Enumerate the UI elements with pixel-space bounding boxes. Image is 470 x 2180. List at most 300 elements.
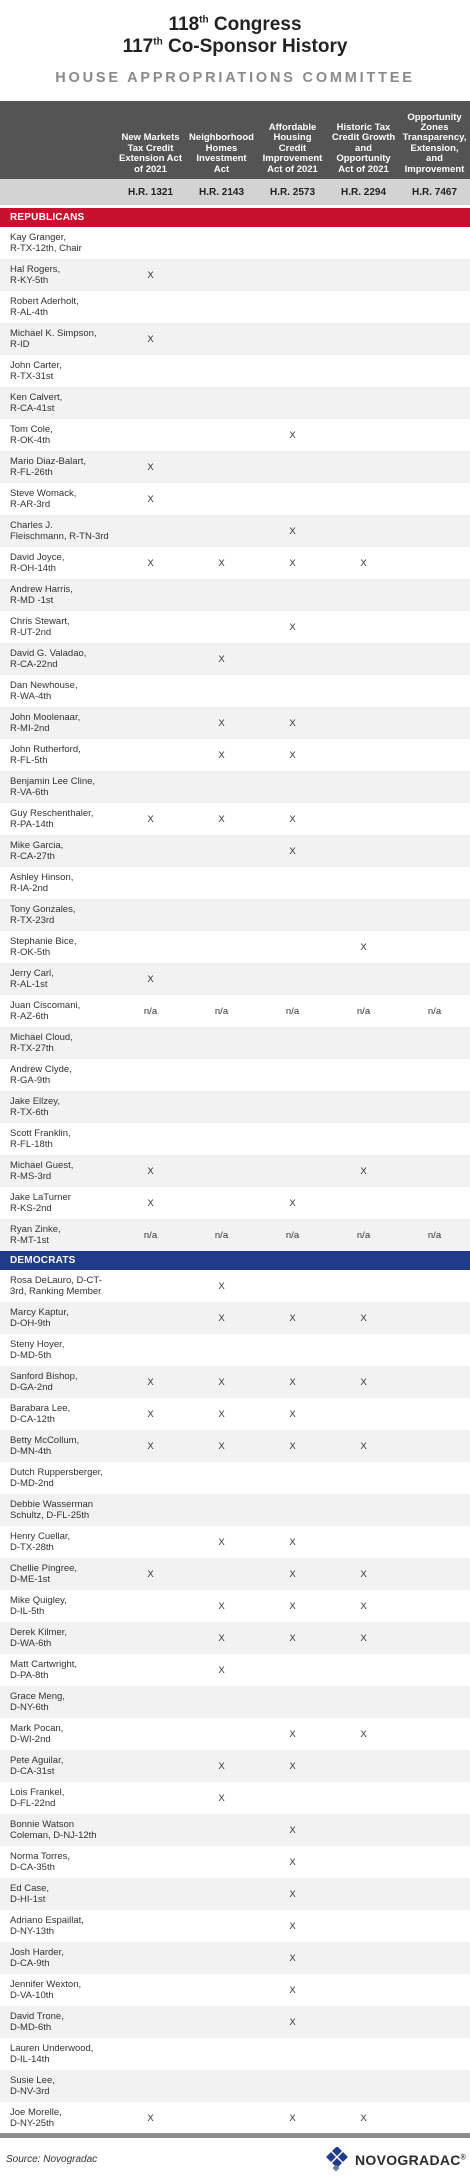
cosponsor-cell (328, 1091, 399, 1123)
cosponsor-cell (186, 291, 257, 323)
cosponsor-cell (186, 1878, 257, 1910)
table-row (0, 1462, 470, 1494)
cosponsor-cell: X (186, 1430, 257, 1462)
cosponsor-cell (115, 1942, 186, 1974)
cosponsor-cell (257, 483, 328, 515)
member-name-cell (0, 1974, 115, 2006)
cosponsor-cell: X (360, 1728, 367, 1740)
cosponsor-cell (186, 2070, 257, 2102)
member-name-line-1: Marcy Kaptur, (10, 1307, 69, 1318)
member-name-cell (0, 2102, 115, 2134)
table-row (0, 1091, 470, 1123)
cosponsor-cell (399, 451, 470, 483)
cosponsor-cell: X (257, 515, 328, 547)
table-row (0, 579, 470, 611)
cosponsor-cell: X (218, 1792, 225, 1804)
member-name-line-1: John Moolenaar, (10, 712, 81, 723)
member-name-line-1: Juan Ciscomani, (10, 1000, 81, 1011)
cosponsor-cell (115, 1910, 186, 1942)
member-name-line-1: Sanford Bishop, (10, 1371, 78, 1382)
cosponsor-cell (399, 483, 470, 515)
table-row (0, 1302, 470, 1334)
member-name-cell (0, 803, 115, 835)
cosponsor-cell (399, 1462, 470, 1494)
cosponsor-cell (399, 675, 470, 707)
column-header: Neighborhood Homes Investment Act (186, 101, 257, 179)
cosponsor-cell: n/a (356, 1005, 371, 1017)
member-name-line-2: D-CA-31st (10, 1766, 55, 1777)
cosponsor-cell (399, 1814, 470, 1846)
member-name-cell (0, 1155, 115, 1187)
member-name-line-2: R-OK-4th (10, 435, 51, 446)
table-row (0, 1334, 470, 1366)
cosponsor-cell (115, 1462, 186, 1494)
member-name-cell (0, 963, 115, 995)
table-row (0, 1219, 470, 1251)
committee-subtitle: HOUSE APPROPRIATIONS COMMITTEE (55, 70, 415, 86)
member-name-line-2: D-HI-1st (10, 1894, 46, 1905)
cosponsor-cell: X (218, 749, 225, 761)
cosponsor-cell (186, 419, 257, 451)
table-row (0, 1366, 470, 1398)
member-name-cell (0, 899, 115, 931)
member-name-cell (0, 227, 115, 259)
cosponsor-cell: X (328, 1558, 399, 1590)
table-row (0, 515, 470, 547)
member-name-line-1: Tom Cole, (10, 424, 53, 435)
member-name-line-2: R-CA-41st (10, 403, 55, 414)
member-name-line-1: Joe Morelle, (10, 2107, 62, 2118)
member-name-cell (0, 1814, 115, 1846)
member-name-line-1: Dan Newhouse, (10, 680, 78, 691)
bill-name-row (0, 101, 470, 179)
member-name-cell (0, 1526, 115, 1558)
table-row (0, 1718, 470, 1750)
cosponsor-cell (399, 323, 470, 355)
cosponsor-cell (399, 1123, 470, 1155)
cosponsor-cell: X (147, 493, 154, 505)
cosponsor-cell (399, 227, 470, 259)
cosponsor-cell (399, 387, 470, 419)
cosponsor-cell (399, 1091, 470, 1123)
cosponsor-cell (115, 1334, 186, 1366)
member-name-cell (0, 643, 115, 675)
cosponsor-cell (399, 2102, 470, 2134)
cosponsor-cell (186, 259, 257, 291)
cosponsor-cell: X (289, 1536, 296, 1548)
cosponsor-cell (399, 707, 470, 739)
cosponsor-cell (115, 515, 186, 547)
cosponsor-cell (186, 1494, 257, 1526)
member-name-line-1: Steny Hoyer, (10, 1339, 65, 1350)
table-row (0, 1622, 470, 1654)
cosponsor-cell (328, 1814, 399, 1846)
cosponsor-cell (257, 259, 328, 291)
member-name-line-1: Mike Quigley, (10, 1595, 67, 1606)
table-row (0, 1974, 470, 2006)
table-row (0, 1750, 470, 1782)
cosponsor-cell (328, 707, 399, 739)
cosponsor-cell (399, 1494, 470, 1526)
cosponsor-cell: X (186, 1750, 257, 1782)
title-congress: 118th Congress (168, 14, 302, 35)
cosponsor-cell (115, 1782, 186, 1814)
cosponsor-cell (399, 1654, 470, 1686)
cosponsor-cell (328, 387, 399, 419)
member-name-line-1: Rosa DeLauro, D-CT- (10, 1275, 102, 1286)
cosponsor-cell (257, 1059, 328, 1091)
cosponsor-cell: X (115, 963, 186, 995)
cosponsor-cell (399, 1334, 470, 1366)
cosponsor-cell (257, 291, 328, 323)
member-name-line-2: 3rd, Ranking Member (10, 1286, 102, 1297)
member-name-cell (0, 1686, 115, 1718)
cosponsor-cell: X (289, 429, 296, 441)
cosponsor-cell (328, 1910, 399, 1942)
cosponsor-cell (399, 1526, 470, 1558)
cosponsor-cell: X (360, 557, 367, 569)
cosponsor-cell (115, 899, 186, 931)
column-header: Affordable Housing Credit Improvement Act of 2021 (257, 101, 328, 179)
bill-number: H.R. 2143 (186, 179, 257, 207)
cosponsor-cell (257, 1155, 328, 1187)
member-name-line-2: R-VA-6th (10, 787, 49, 798)
cosponsor-cell (399, 1187, 470, 1219)
cosponsor-cell (328, 355, 399, 387)
table-row (0, 451, 470, 483)
cosponsor-cell (328, 1027, 399, 1059)
cosponsor-cell (399, 1974, 470, 2006)
cosponsor-cell (328, 867, 399, 899)
member-name-line-2: Coleman, D-NJ-12th (10, 1830, 97, 1841)
member-name-line-2: D-NY-6th (10, 1702, 49, 1713)
cosponsor-cell (328, 1494, 399, 1526)
cosponsor-table (0, 101, 470, 2134)
cosponsor-cell (399, 1910, 470, 1942)
member-name-line-1: Benjamin Lee Cline, (10, 776, 96, 787)
cosponsor-cell (399, 1059, 470, 1091)
cosponsor-cell: X (218, 1600, 225, 1612)
member-name-line-2: R-GA-9th (10, 1075, 51, 1086)
header-blank (0, 101, 115, 179)
cosponsor-cell: X (115, 1558, 186, 1590)
table-row (0, 259, 470, 291)
cosponsor-cell (257, 963, 328, 995)
member-name-line-2: D-TX-28th (10, 1542, 54, 1553)
table-row (0, 355, 470, 387)
table-row (0, 483, 470, 515)
cosponsor-cell (186, 931, 257, 963)
table-row (0, 387, 470, 419)
member-name-line-2: D-CA-12th (10, 1414, 55, 1425)
member-name-cell (0, 867, 115, 899)
cosponsor-cell (115, 2038, 186, 2070)
member-name-line-1: Derek Kilmer, (10, 1627, 68, 1638)
member-name-line-1: Kay Granger, (10, 232, 66, 243)
cosponsor-cell (186, 1910, 257, 1942)
member-name-line-2: R-TX-23rd (10, 915, 55, 926)
cosponsor-cell (115, 2070, 186, 2102)
member-name-cell (0, 1750, 115, 1782)
cosponsor-cell: X (257, 1750, 328, 1782)
cosponsor-cell (399, 899, 470, 931)
member-name-line-2: D-IL-5th (10, 1606, 45, 1617)
member-name-cell (0, 355, 115, 387)
bill-number: H.R. 2573 (257, 179, 328, 207)
cosponsor-cell (257, 323, 328, 355)
table-row (0, 1398, 470, 1430)
cosponsor-cell: X (115, 323, 186, 355)
cosponsor-cell (328, 739, 399, 771)
table-row (0, 739, 470, 771)
logo-wordmark: NOVOGRADAC® (355, 2152, 467, 2168)
member-name-line-1: Steve Womack, (10, 488, 77, 499)
cosponsor-cell: X (186, 643, 257, 675)
cosponsor-cell (328, 675, 399, 707)
cosponsor-cell (399, 1782, 470, 1814)
member-name-line-1: Michael Cloud, (10, 1032, 73, 1043)
cosponsor-cell: X (289, 749, 296, 761)
cosponsor-cell (115, 835, 186, 867)
member-name-line-1: Michael K. Simpson, (10, 328, 97, 339)
cosponsor-cell (115, 355, 186, 387)
cosponsor-cell: X (115, 1366, 186, 1398)
table-row (0, 1027, 470, 1059)
member-name-line-2: D-IL-14th (10, 2054, 50, 2065)
member-name-cell (0, 707, 115, 739)
member-name-line-1: Debbie Wasserman (10, 1499, 94, 1510)
cosponsor-cell (186, 323, 257, 355)
cosponsor-cell (257, 387, 328, 419)
cosponsor-cell (328, 2006, 399, 2038)
member-name-line-1: Lauren Underwood, (10, 2043, 94, 2054)
cosponsor-cell (186, 1027, 257, 1059)
member-name-line-2: Fleischmann, R-TN-3rd (10, 531, 109, 542)
cosponsor-cell (115, 1750, 186, 1782)
member-name-line-1: Henry Cuellar, (10, 1531, 71, 1542)
cosponsor-cell: X (186, 1302, 257, 1334)
member-name-line-1: Chris Stewart, (10, 616, 70, 627)
cosponsor-cell (399, 2038, 470, 2070)
member-name-cell (0, 2070, 115, 2102)
column-header: Opportunity Zones Transparency, Extension, and Improvement (399, 101, 470, 179)
member-name-line-2: R-FL-26th (10, 467, 53, 478)
column-header: Historic Tax Credit Growth and Opportunity Act of 2021 (328, 101, 399, 179)
member-name-line-1: Andrew Clyde, (10, 1064, 72, 1075)
cosponsor-cell (399, 867, 470, 899)
cosponsor-cell: n/a (257, 1219, 328, 1251)
cosponsor-cell (399, 291, 470, 323)
cosponsor-cell (399, 2070, 470, 2102)
cosponsor-cell: X (328, 1622, 399, 1654)
member-name-line-1: Mike Garcia, (10, 840, 64, 851)
cosponsor-cell (257, 1091, 328, 1123)
member-name-cell (0, 1718, 115, 1750)
table-row (0, 867, 470, 899)
cosponsor-cell: X (147, 1197, 154, 1209)
member-name-line-1: Ashley Hinson, (10, 872, 74, 883)
member-name-line-2: R-WA-4th (10, 691, 52, 702)
cosponsor-cell: X (218, 1536, 225, 1548)
cosponsor-cell (115, 1654, 186, 1686)
member-name-line-1: Matt Cartwright, (10, 1659, 78, 1670)
cosponsor-cell (257, 1654, 328, 1686)
cosponsor-cell (257, 1494, 328, 1526)
bill-number: H.R. 7467 (399, 179, 470, 207)
cosponsor-cell (186, 1334, 257, 1366)
cosponsor-cell (186, 675, 257, 707)
cosponsor-cell: X (360, 2112, 367, 2124)
table-row (0, 1558, 470, 1590)
cosponsor-cell (186, 1187, 257, 1219)
cosponsor-cell (328, 1686, 399, 1718)
member-name-line-1: Norma Torres, (10, 1851, 71, 1862)
member-name-line-1: John Carter, (10, 360, 62, 371)
cosponsor-cell: X (218, 1408, 225, 1420)
cosponsor-cell: n/a (186, 1219, 257, 1251)
member-name-line-1: Mario Diaz-Balart, (10, 456, 87, 467)
cosponsor-cell (399, 1302, 470, 1334)
table-row (0, 2006, 470, 2038)
table-row (0, 2070, 470, 2102)
member-name-cell (0, 1091, 115, 1123)
member-name-line-1: Charles J. (10, 520, 53, 531)
cosponsor-cell (328, 1942, 399, 1974)
cosponsor-cell (257, 771, 328, 803)
cosponsor-cell (257, 899, 328, 931)
member-name-line-2: D-ME-1st (10, 1574, 51, 1585)
member-name-cell (0, 1878, 115, 1910)
member-name-line-2: R-KS-2nd (10, 1203, 52, 1214)
member-name-cell (0, 1219, 115, 1251)
table-row (0, 995, 470, 1027)
member-name-line-2: R-TX-6th (10, 1107, 49, 1118)
cosponsor-cell (328, 963, 399, 995)
member-name-line-2: R-MD -1st (10, 595, 54, 606)
member-name-cell (0, 1270, 115, 1302)
cosponsor-cell (399, 1270, 470, 1302)
cosponsor-cell (328, 1846, 399, 1878)
cosponsor-cell (186, 771, 257, 803)
table-row (0, 1526, 470, 1558)
cosponsor-cell (115, 707, 186, 739)
table-row (0, 227, 470, 259)
cosponsor-cell (257, 643, 328, 675)
cosponsor-cell (186, 515, 257, 547)
cosponsor-cell: X (328, 1430, 399, 1462)
member-name-line-2: R-MS-3rd (10, 1171, 52, 1182)
cosponsor-cell: X (257, 1558, 328, 1590)
cosponsor-cell (115, 1270, 186, 1302)
title-cosponsor-history: 117th Co-Sponsor History (122, 36, 348, 57)
member-name-line-1: David G. Valadao, (10, 648, 87, 659)
member-name-line-2: D-MD-2nd (10, 1478, 54, 1489)
cosponsor-cell (399, 355, 470, 387)
member-name-line-1: Guy Reschenthaler, (10, 808, 94, 819)
column-header: New Markets Tax Credit Extension Act of 2021 (115, 101, 186, 179)
cosponsor-cell (399, 1155, 470, 1187)
cosponsor-cell (115, 1494, 186, 1526)
member-name-cell (0, 579, 115, 611)
cosponsor-cell (257, 1686, 328, 1718)
cosponsor-cell (186, 1059, 257, 1091)
bill-number: H.R. 2294 (328, 179, 399, 207)
member-name-cell (0, 1494, 115, 1526)
cosponsor-cell: n/a (285, 1005, 300, 1017)
cosponsor-cell: X (257, 1814, 328, 1846)
member-name-cell (0, 1334, 115, 1366)
cosponsor-cell (399, 1686, 470, 1718)
member-name-line-2: R-AR-3rd (10, 499, 51, 510)
table-row (0, 1059, 470, 1091)
cosponsor-cell (399, 771, 470, 803)
cosponsor-cell (399, 1878, 470, 1910)
cosponsor-cell (186, 451, 257, 483)
cosponsor-cell (328, 291, 399, 323)
cosponsor-cell: X (147, 813, 154, 825)
cosponsor-cell: X (186, 707, 257, 739)
cosponsor-cell (115, 291, 186, 323)
member-name-cell (0, 387, 115, 419)
cosponsor-cell (115, 1059, 186, 1091)
cosponsor-cell (399, 1558, 470, 1590)
member-name-cell (0, 1059, 115, 1091)
cosponsor-cell (328, 579, 399, 611)
cosponsor-cell: n/a (115, 1219, 186, 1251)
cosponsor-cell: X (257, 1622, 328, 1654)
cosponsor-cell (186, 1686, 257, 1718)
cosponsor-cell: X (186, 1622, 257, 1654)
member-name-line-1: Jennifer Wexton, (10, 1979, 82, 1990)
cosponsor-cell (328, 643, 399, 675)
member-name-line-1: Ed Case, (10, 1883, 50, 1894)
member-name-line-1: Jake Ellzey, (10, 1096, 60, 1107)
novogradac-diamond-logo-icon (324, 2147, 350, 2173)
member-name-cell (0, 675, 115, 707)
cosponsor-cell (328, 1974, 399, 2006)
cosponsor-cell (115, 739, 186, 771)
member-name-line-1: Scott Franklin, (10, 1128, 71, 1139)
cosponsor-cell (186, 963, 257, 995)
cosponsor-cell (186, 1942, 257, 1974)
header-blank (0, 179, 115, 207)
cosponsor-cell (328, 1462, 399, 1494)
member-name-cell (0, 835, 115, 867)
cosponsor-cell (115, 643, 186, 675)
cosponsor-cell: n/a (214, 1005, 229, 1017)
member-name-line-2: D-MN-4th (10, 1446, 52, 1457)
cosponsor-cell (399, 2006, 470, 2038)
cosponsor-cell (399, 835, 470, 867)
cosponsor-cell (399, 579, 470, 611)
table-row (0, 1910, 470, 1942)
cosponsor-cell (399, 1027, 470, 1059)
member-name-line-2: R-IA-2nd (10, 883, 49, 894)
member-name-line-1: Mark Pocan, (10, 1723, 64, 1734)
cosponsor-cell (257, 1270, 328, 1302)
member-name-line-1: Lois Frankel, (10, 1787, 65, 1798)
member-name-cell (0, 259, 115, 291)
member-name-line-2: R-AZ-6th (10, 1011, 49, 1022)
cosponsor-cell: X (115, 1430, 186, 1462)
cosponsor-cell: X (360, 941, 367, 953)
cosponsor-cell (115, 1878, 186, 1910)
cosponsor-cell (186, 483, 257, 515)
cosponsor-cell (328, 1270, 399, 1302)
cosponsor-cell (115, 419, 186, 451)
cosponsor-cell: X (147, 2112, 154, 2124)
cosponsor-cell: X (257, 835, 328, 867)
